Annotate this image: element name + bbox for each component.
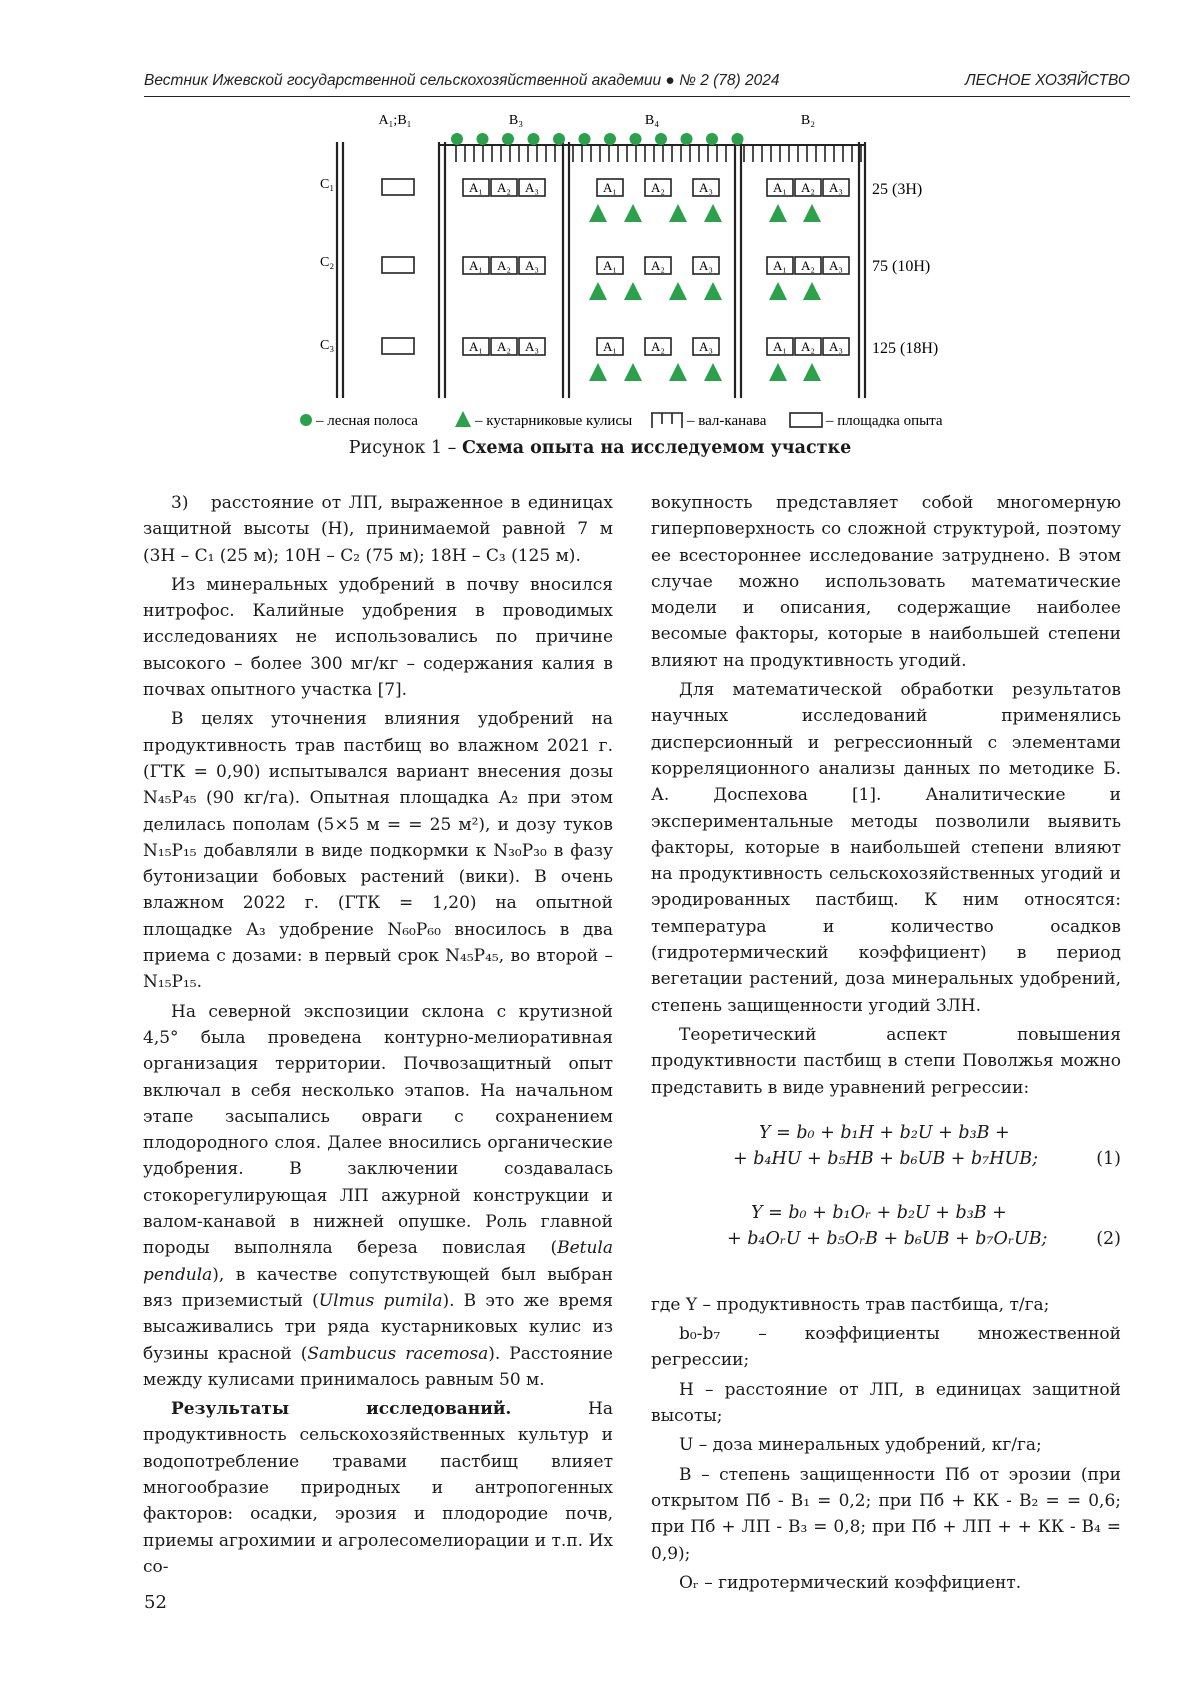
forest-dot	[681, 133, 693, 145]
forest-dot	[502, 133, 514, 145]
control-plots	[382, 179, 414, 354]
plot-label: A₁	[603, 258, 617, 273]
shrub-triangle	[704, 363, 722, 381]
paragraph-results: Результаты исследований. На продуктивность сельскохозяйственных культур и водопотребление травами пастбищ влияет многообразие природных и антропогенных факторов: осадки, эрозия и плодородие почв, приемы агрохимии и агролесомелиорации и т.п. Их со-	[143, 1399, 613, 1577]
right-column	[651, 490, 1121, 1599]
definition-y: где Y – продуктивность трав пастбища, т/га;	[651, 1294, 1050, 1315]
definition-b-protection: B – степень защищенности Пб от эрозии (при открытом Пб - В₁ = 0,2; при Пб + КК - В₂ = = 0,6; при Пб + ЛП - В₃ = 0,8; при Пб + ЛП + + КК - В₄ = 0,9);	[651, 1464, 1121, 1564]
row-label-c1: C₁	[320, 177, 335, 192]
plot-label: A₂	[651, 339, 665, 354]
legend-forest-label: – лесная полоса	[316, 413, 418, 429]
plot-label: A₂	[801, 180, 815, 195]
running-header	[144, 64, 1130, 97]
row-label-c2: C₂	[320, 255, 335, 270]
definition-or: Oᵣ – гидротермический коэффициент.	[679, 1572, 1022, 1593]
section-title: ЛЕСНОЕ ХОЗЯЙСТВО	[965, 72, 1130, 89]
plot-label: A₃	[699, 180, 713, 195]
caption-prefix: Рисунок 1 –	[348, 438, 462, 458]
paragraph-fertilizers: Из минеральных удобрений в почву вносился нитрофос. Калийные удобрения в проводимых исследованиях не использовались по причине высокого – более 300 мг/кг – содержания калия в почвах опытного участка [7].	[143, 574, 613, 701]
legend-plot-label: – площадка опыта	[826, 413, 943, 429]
paragraph-hypersurface: вокупность представляет собой многомерную гиперповерхность со сложной структурой, поэтому ее всестороннее исследование затруднено. В этом случае можно использовать математические модели и описания, содержащие наиболее весомые факторы, которые в наибольшей степени влияют на продуктивность угодий.	[651, 493, 1121, 671]
paragraph-item-3: 3) расстояние от ЛП, выраженное в единицах защитной высоты (Н), принимаемой равной 7 м (3Н – С₁ (25 м); 10Н – С₂ (75 м); 18Н – С₃ (125 м).	[143, 493, 613, 566]
shrub-triangle	[704, 204, 722, 222]
paragraph-math-processing: Для математической обработки результатов научных исследований применялись дисперсионный и регрессионный с элементами корреляционного анализы данных по методике Б. А. Доспехова [1]. Аналитические и экспериментальные методы позволили выявить факторы, которые в наибольшей степени влияют на продуктивность сельскохозяйственных угодий и эродированных пастбищ. К ним относятся: температура и количество осадков (гидротермический коэффициент) в период вегетации растений, доза минеральных удобрений, степень защищенности угодий ЗЛН.	[651, 680, 1121, 1016]
definition-h: H – расстояние от ЛП, в единицах защитной высоты;	[651, 1379, 1121, 1427]
shrub-triangle	[769, 282, 787, 300]
shrub-triangle	[803, 282, 821, 300]
plot-label: A₂	[801, 258, 815, 273]
equation-2-number: (2)	[1096, 1228, 1121, 1249]
plot-label: A₃	[525, 180, 539, 195]
row-label-c3: C₃	[320, 338, 335, 353]
plot-label: A₁	[773, 180, 787, 195]
plot-label: A₂	[497, 258, 511, 273]
experimental-plots	[463, 179, 849, 355]
results-heading: Результаты исследований.	[171, 1399, 512, 1420]
equation-1-line-1: Y = b₀ + b₁H + b₂U + b₃B +	[759, 1122, 1010, 1143]
forest-strip-dots	[451, 133, 744, 145]
plot-c2-control	[382, 257, 414, 273]
col-label-a1b1: A₁;B₁	[378, 113, 412, 128]
forest-dot	[477, 133, 489, 145]
shrub-triangle	[669, 363, 687, 381]
col-label-b4: B₄	[644, 113, 660, 128]
equation-1-number: (1)	[1096, 1148, 1121, 1169]
equation-2-line-2: + b₄OᵣU + b₅OᵣB + b₆UB + b₇OᵣUB;	[727, 1228, 1048, 1249]
shrub-triangle	[624, 363, 642, 381]
equation-1	[651, 1120, 1121, 1200]
plot-label: A₁	[469, 180, 483, 195]
forest-dot	[706, 133, 718, 145]
plot-label: A₃	[829, 258, 843, 273]
shrub-triangle	[624, 204, 642, 222]
plot-label: A₃	[699, 339, 713, 354]
legend-forest-icon	[300, 414, 312, 426]
shrub-triangle	[803, 363, 821, 381]
forest-dot	[604, 133, 616, 145]
legend-plot-icon	[790, 413, 822, 427]
shrub-triangle	[769, 204, 787, 222]
figure-caption	[0, 438, 1200, 458]
forest-dot	[528, 133, 540, 145]
paragraph-theoretical-aspect: Теоретический аспект повышения продуктивности пастбищ в степи Поволжья можно представить в виде уравнений регрессии:	[651, 1024, 1121, 1098]
plot-label: A₁	[773, 258, 787, 273]
experiment-scheme-figure	[0, 100, 1200, 440]
paragraph-fertilizer-doses: В целях уточнения влияния удобрений на продуктивность трав пастбищ во влажном 2021 г. (ГТК = 0,90) испытывался вариант внесения дозы N₄₅P₄₅ (90 кг/га). Опытная площадка А₂ при этом делилась пополам (5×5 м = = 25 м²), и дозу туков N₁₅P₁₅ добавляли в виде подкормки к N₃₀P₃₀ в фазу бутонизации бобовых растений (вики). В очень влажном 2022 г. (ГТК = 1,20) на опытной площадке А₃ удобрение N₆₀P₆₀ вносилось в два приема с дозами: в первый срок N₄₅P₄₅, во второй – N₁₅P₁₅.	[143, 709, 613, 993]
plot-label: A₃	[829, 180, 843, 195]
shrub-triangle	[769, 363, 787, 381]
left-column	[143, 490, 613, 1583]
plot-c1-control	[382, 179, 414, 195]
paragraph-slope-organization: На северной экспозиции склона с крутизной 4,5° была проведена контурно-мелиоративная организация территории. Почвозащитный опыт включал в себя несколько этапов. На начальном этапе засыпались овраги с сохранением плодородного слоя. Далее вносились органические удобрения. В заключении создавалась стокорегулирующая ЛП ажурной конструкции и валом-канавой в нижней опушке. Роль главной породы выполняла береза повислая (Betula pendula), в качестве сопутствующей был выбран вяз приземистый (Ulmus pumila). В это же время высаживались три ряда кустарниковых кулис из бузины красной (Sambucus racemosa). Расстояние между кулисами принималось равным 50 м.	[143, 1001, 614, 1390]
plot-label: A₁	[603, 180, 617, 195]
plot-label: A₃	[525, 258, 539, 273]
forest-dot	[579, 133, 591, 145]
caption-title: Схема опыта на исследуемом участке	[462, 438, 852, 458]
shrub-triangle	[624, 282, 642, 300]
equation-2	[651, 1200, 1121, 1280]
forest-dot	[630, 133, 642, 145]
forest-dot	[655, 133, 667, 145]
equation-2-line-1: Y = b₀ + b₁Oᵣ + b₂U + b₃B +	[751, 1202, 1007, 1223]
forest-dot	[451, 133, 463, 145]
plot-label: A₁	[603, 339, 617, 354]
shrub-triangle	[669, 204, 687, 222]
plot-label: A₃	[699, 258, 713, 273]
shrub-triangle	[669, 282, 687, 300]
legend-shrub-label: – кустарниковые кулисы	[475, 413, 633, 429]
forest-dot	[553, 133, 565, 145]
plot-label: A₂	[651, 258, 665, 273]
distance-label-c3: 125 (18Н)	[872, 340, 939, 357]
equation-1-line-2: + b₄HU + b₅HB + b₆UB + b₇HUB;	[733, 1148, 1038, 1169]
plot-label: A₁	[773, 339, 787, 354]
plot-label: A₂	[497, 339, 511, 354]
plot-label: A₁	[469, 258, 483, 273]
plot-label: A₂	[651, 180, 665, 195]
plot-label: A₃	[525, 339, 539, 354]
page-number: 52	[144, 1592, 167, 1613]
shrub-triangle	[803, 204, 821, 222]
legend-shrub-icon	[455, 411, 471, 427]
definition-b: b₀-b₇ – коэффициенты множественной регрессии;	[651, 1324, 1121, 1371]
ditch-ticks	[456, 145, 861, 162]
shrub-triangle	[589, 204, 607, 222]
legend-ditch-icon	[651, 413, 683, 428]
col-label-b3: B₃	[508, 113, 524, 128]
plot-label: A₂	[801, 339, 815, 354]
plot-label: A₂	[497, 180, 511, 195]
legend	[300, 411, 943, 429]
plot-label: A₃	[829, 339, 843, 354]
left-border-lines	[337, 142, 343, 398]
distance-label-c2: 75 (10Н)	[872, 258, 931, 275]
definition-u: U – доза минеральных удобрений, кг/га;	[679, 1435, 1042, 1456]
plot-label: A₁	[469, 339, 483, 354]
journal-title: Вестник Ижевской государственной сельскохозяйственной академии ● № 2 (78) 2024	[144, 72, 780, 89]
distance-label-c1: 25 (3Н)	[872, 181, 923, 198]
forest-dot	[732, 133, 744, 145]
plot-c3-control	[382, 338, 414, 354]
shrub-triangle	[589, 282, 607, 300]
shrub-triangle	[704, 282, 722, 300]
legend-ditch-label: – вал-канава	[687, 413, 767, 429]
col-label-b2: B₂	[800, 113, 816, 128]
shrub-triangle	[589, 363, 607, 381]
